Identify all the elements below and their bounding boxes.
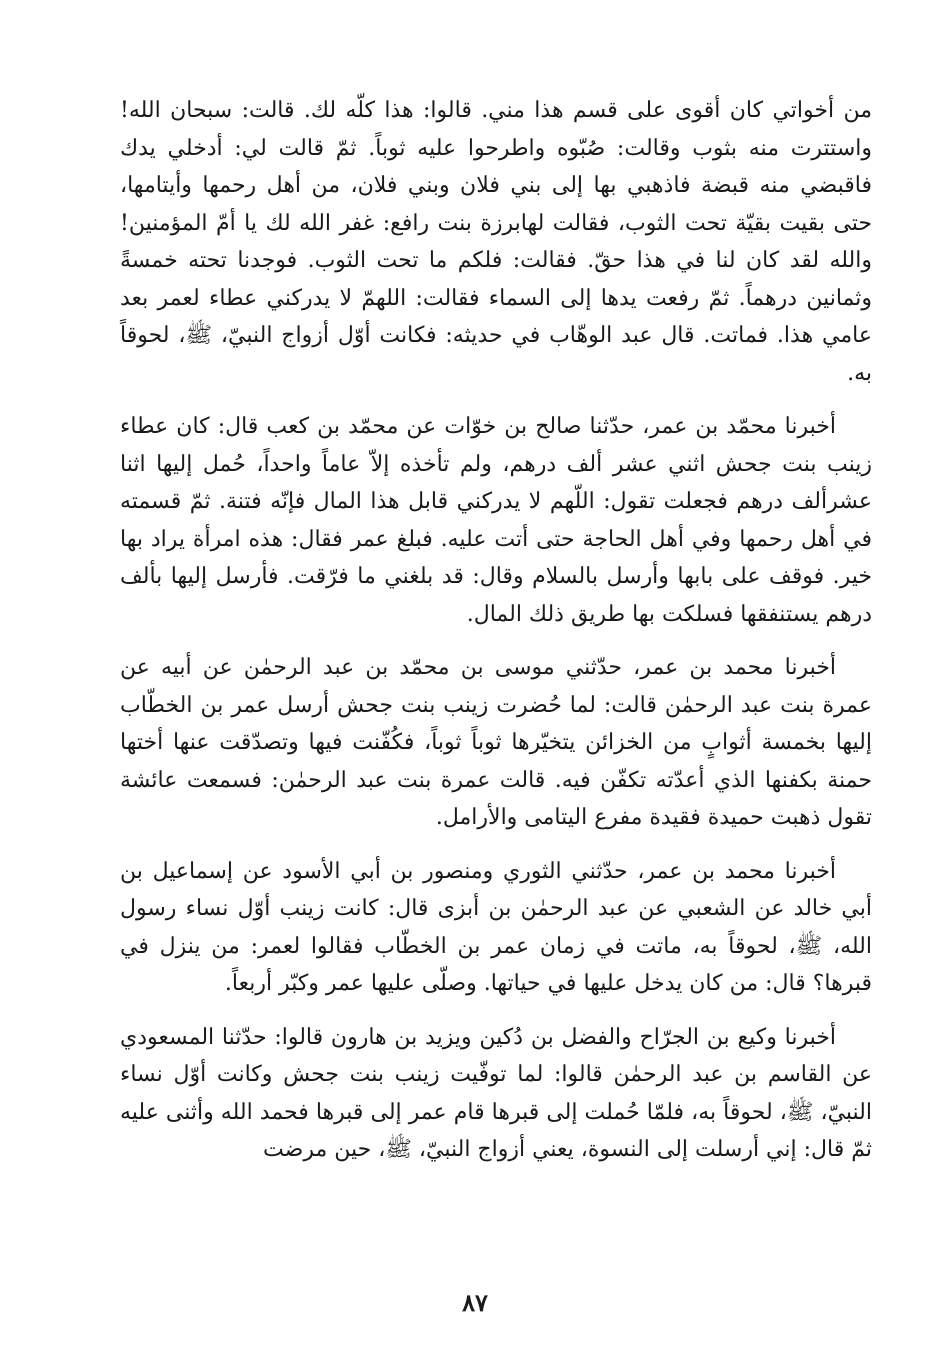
paragraph-3: أخبرنا محمد بن عمر، حدّثني موسى بن محمّد بن عبد الرحمٰن عن أبيه عن عمرة بنت عبد الرحمٰن قالت: لما حُضرت زينب بنت جحش أرسل عمر بن الخطّاب إليها بخمسة أثوابٍ من الخزائن يتخيّرها ثوباً ثوباً، فكُفّنت فيها وتصدّقت عنها أختها حمنة بكفنها الذي أعدّته تكفّن فيه. قالت عمرة بنت عبد الرحمٰن: فسمعت عائشة تقول ذهبت حميدة فقيدة مفرع اليتامى والأرامل.: [120, 655, 872, 830]
paragraph-5: أخبرنا وكيع بن الجرّاح والفضل بن دُكين ويزيد بن هارون قالوا: حدّثنا المسعودي عن القاسم بن عبد الرحمٰن قالوا: لما توفّيت زينب بنت جحش وكانت أوّل نساء النبيّ، ﷺ، لحوقاً به، فلمّا حُملت إلى قبرها قام عمر إلى قبرها فحمد الله وأثنى عليه ثمّ قال: إني أرسلت إلى النسوة، يعني أزواج النبيّ، ﷺ، حين مرضت: [120, 1024, 873, 1162]
paragraph-4: أخبرنا محمد بن عمر، حدّثني الثوري ومنصور بن أبي الأسود عن إسماعيل بن أبي خالد عن الشعبي عن عبد الرحمٰن بن أبزى قال: كانت زينب أوّل نساء رسول الله، ﷺ، لحوقاً به، ماتت في زمان عمر بن الخطّاب فقالوا لعمر: من ينزل في قبرها؟ قال: من كان يدخل عليها في حياتها. وصلّى عليها عمر وكبّر أربعاً.: [120, 858, 872, 996]
page-number: ٨٧: [462, 1288, 488, 1317]
text-body: [120, 92, 872, 1185]
paragraph-2: أخبرنا محمّد بن عمر، حدّثنا صالح بن خوّات عن محمّد بن كعب قال: كان عطاء زينب بنت جحش اثني عشر ألف درهم، ولم تأخذه إلاّ عاماً واحداً، حُمل إليها اثنا عشرألف درهم فجعلت تقول: اللّهم لا يدركني قابل هذا المال فإنّه فتنة. ثمّ قسمته في أهل رحمها وفي أهل الحاجة حتى أتت عليه. فبلغ عمر فقال: هذه امرأة يراد بها خير. فوقف على بابها وأرسل بالسلام وقال: قد بلغني ما فرّقت. فأرسل إليها بألف درهم يستنفقها فسلكت بها طريق ذلك المال.: [120, 414, 872, 627]
paragraph-1: من أخواتي كان أقوى على قسم هذا مني. قالوا: هذا كلّه لك. قالت: سبحان الله! واستترت منه بثوب وقالت: صُبّوه واطرحوا عليه ثوباً. ثمّ قالت لي: أدخلي يدك فاقبضي منه قبضة فاذهبي بها إلى بني فلان وبني فلان، من أهل رحمها وأيتامها، حتى بقيت بقيّة تحت الثوب، فقالت لهابرزة بنت رافع: غفر الله لك يا أمّ المؤمنين! والله لقد كان لنا في هذا حقّ. فقالت: فلكم ما تحت الثوب. فوجدنا تحته خمسةً وثمانين درهماً. ثمّ رفعت يدها إلى السماء فقالت: اللهمّ لا يدركني عطاء لعمر بعد عامي هذا. فماتت. قال عبد الوهّاب في حديثه: فكانت أوّل أزواج النبيّ، ﷺ، لحوقاً به.: [120, 98, 872, 386]
